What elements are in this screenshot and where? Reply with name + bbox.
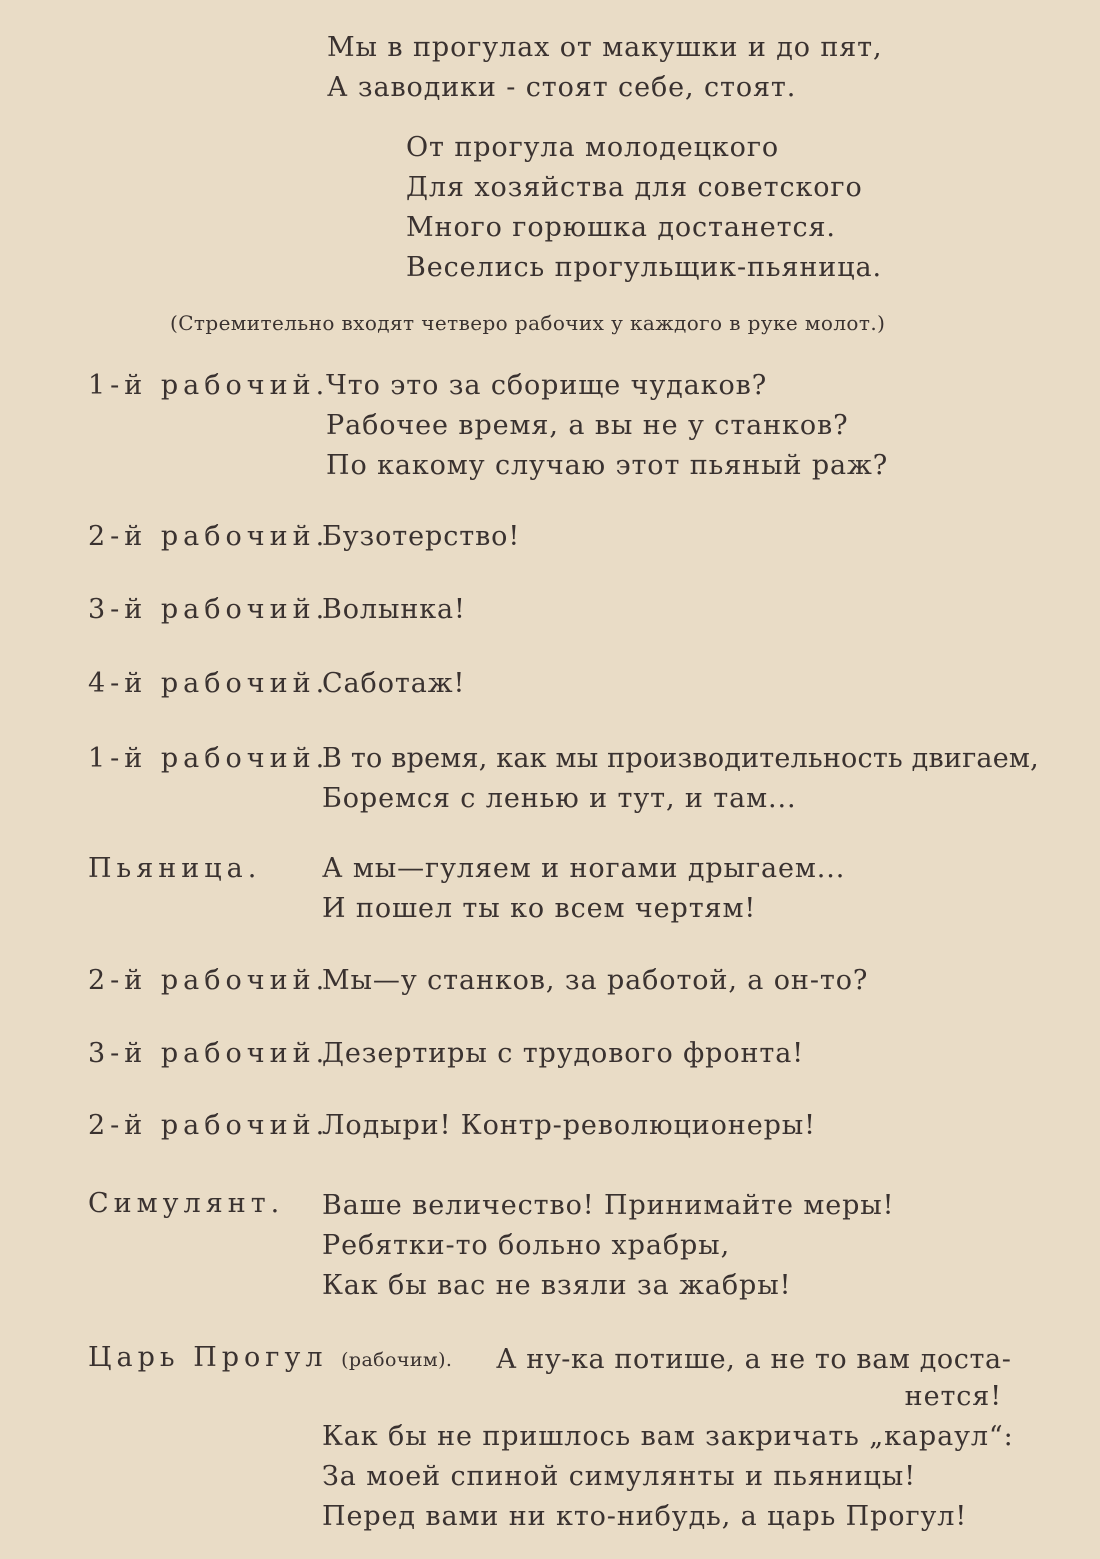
speaker-name: Пьяница. [88, 853, 262, 884]
speaker-name: Симулянт. [88, 1188, 285, 1219]
hanging-word: нется! [904, 1381, 1002, 1412]
dialogue-line: Как бы вас не взяли за жабры! [322, 1270, 792, 1301]
verse-line: Много горюшка достанется. [406, 212, 836, 243]
dialogue-line: Как бы не пришлось вам закричать „караул“: [322, 1421, 1014, 1452]
speaker-name: 2-й рабочий. [88, 1110, 330, 1141]
dialogue-line: Лодыри! Контр-революционеры! [322, 1110, 816, 1141]
speaker-name: 4-й рабочий. [88, 668, 330, 699]
dialogue-line: Перед вами ни кто-нибудь, а царь Прогул! [322, 1501, 968, 1532]
stage-direction: (Стремительно входят четверо рабочих у каждого в руке молот.) [170, 311, 886, 335]
dialogue-line: Боремся с ленью и тут, и там... [322, 783, 797, 814]
verse-line: От прогула молодецкого [406, 132, 780, 163]
dialogue-line: И пошел ты ко всем чертям! [322, 893, 757, 924]
dialogue-line: В то время, как мы производительность двигаем, [322, 743, 1039, 774]
speaker-name [88, 1341, 452, 1377]
dialogue-line: Волынка! [322, 594, 466, 625]
dialogue-line: Рабочее время, а вы не у станков? [326, 410, 849, 441]
speaker-name: 3-й рабочий. [88, 1038, 330, 1069]
dialogue-line: Бузотерство! [322, 521, 521, 552]
dialogue-line: А ну-ка потише, а не то вам доста- [496, 1344, 1012, 1375]
dialogue-line: Ребятки-то больно храбры, [322, 1230, 731, 1261]
dialogue-line: Ваше величество! Принимайте меры! [322, 1190, 895, 1221]
dialogue-line: По какому случаю этот пьяный раж? [326, 450, 889, 481]
verse-line: Для хозяйства для советского [406, 172, 863, 203]
chorus-line: Мы в прогулах от макушки и до пят, [327, 32, 883, 63]
speaker-name: 2-й рабочий. [88, 521, 330, 552]
dialogue-line: Дезертиры с трудового фронта! [322, 1038, 804, 1069]
speaker-name: 3-й рабочий. [88, 594, 330, 625]
dialogue-line: Саботаж! [322, 668, 466, 699]
chorus-line: А заводики - стоят себе, стоят. [327, 72, 797, 103]
speaker-name: 2-й рабочий. [88, 965, 330, 996]
dialogue-line: Мы—у станков, за работой, а он-то? [322, 965, 869, 996]
speaker-name: 1-й рабочий. [88, 370, 330, 401]
dialogue-line: За моей спиной симулянты и пьяницы! [322, 1461, 916, 1492]
verse-line: Веселись прогульщик-пьяница. [406, 252, 882, 283]
speaker-name-text: Царь Прогул [88, 1342, 328, 1373]
speaker-name: 1-й рабочий. [88, 743, 330, 774]
dialogue-line: А мы—гуляем и ногами дрыгаем... [322, 853, 846, 884]
speaker-aside: (рабочим). [341, 1349, 453, 1371]
dialogue-line: Что это за сборище чудаков? [326, 370, 768, 401]
